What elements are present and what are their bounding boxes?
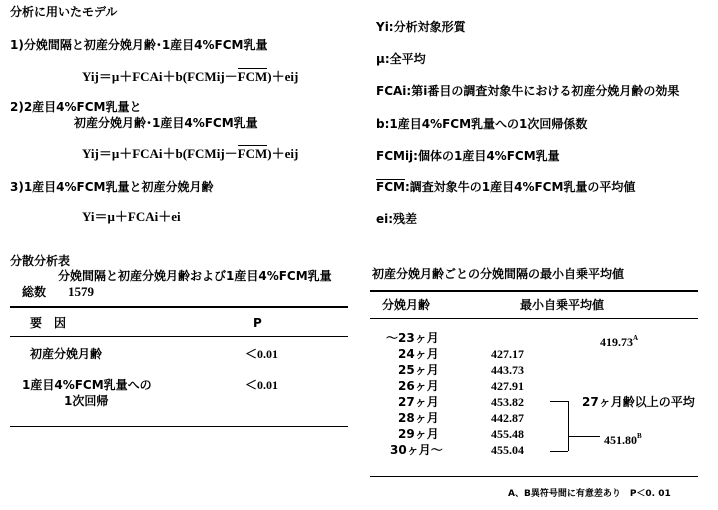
- models-title: 分析に用いたモデル: [10, 5, 118, 19]
- model3-equation: Yi＝μ＋FCAi＋ei: [82, 209, 181, 224]
- lsm-age-4: 27ヶ月: [398, 395, 439, 409]
- lsm-age-6: 29ヶ月: [398, 427, 439, 441]
- lsm-age-1: 24ヶ月: [398, 347, 439, 361]
- anova-col-p: P: [253, 316, 262, 330]
- anova-header-rule: [10, 336, 348, 337]
- lsm-age-2: 25ヶ月: [398, 363, 439, 377]
- def-fcmij: FCMij:個体の1産目4%FCM乳量: [376, 149, 560, 163]
- model3-label: 3)1産目4%FCM乳量と初産分娩月齢: [10, 180, 214, 194]
- lsm-col-age: 分娩月齢: [382, 298, 431, 312]
- lsm-value-3: 427.91: [491, 379, 524, 393]
- model1-label: 1)分娩間隔と初産分娩月齢･1産目4%FCM乳量: [10, 38, 268, 52]
- lsm-title: 初産分娩月齢ごとの分娩間隔の最小自乗平均値: [372, 267, 625, 281]
- anova-row1-p: ＜0.01: [245, 347, 279, 361]
- lsm-header-rule: [370, 318, 698, 319]
- anova-bottom-rule: [10, 426, 348, 427]
- lsm-age-5: 28ヶ月: [398, 411, 439, 425]
- def-b: b:1産目4%FCM乳量への1次回帰係数: [376, 117, 588, 131]
- lsm-age-0: ～23ヶ月: [386, 331, 439, 345]
- lsm-top-rule: [370, 290, 698, 292]
- model1-equation: Yij＝μ＋FCAi＋b(FCMij－FCM)＋eij: [82, 69, 299, 84]
- lsm-col-value: 最小自乗平均値: [520, 298, 605, 312]
- anova-row2-factor-line1: 1産目4%FCM乳量への: [22, 378, 152, 392]
- lsm-value-6: 455.48: [491, 427, 524, 441]
- lsm-value-7: 455.04: [491, 443, 524, 457]
- lsm-bracket-bottom: [550, 451, 568, 452]
- lsm-value-1: 427.17: [491, 347, 524, 361]
- def-fcm-bar: FCM:調査対象牛の1産目4%FCM乳量の平均値: [376, 180, 636, 194]
- anova-subtitle: 分娩間隔と初産分娩月齢および1産目4%FCM乳量: [58, 269, 332, 283]
- anova-title: 分散分析表: [10, 254, 71, 268]
- def-yi: Yi:分析対象形質: [376, 20, 466, 34]
- lsm-bottom-rule: [370, 476, 698, 477]
- def-fcai: FCAi:第i番目の調査対象牛における初産分娩月齢の効果: [376, 84, 680, 98]
- model2-label-line2: 初産分娩月齢･1産目4%FCM乳量: [74, 116, 258, 130]
- anova-col-factor: 要 因: [30, 316, 67, 330]
- lsm-value-5: 442.87: [491, 411, 524, 425]
- lsm-bracket-vertical: [568, 401, 569, 451]
- def-mu: μ:全平均: [376, 52, 426, 66]
- model2-label-line1: 2)2産目4%FCM乳量と: [10, 100, 142, 114]
- anova-top-rule: [10, 306, 348, 308]
- lsm-age-7: 30ヶ月～: [390, 443, 443, 457]
- lsm-bracket-label: 27ヶ月齢以上の平均: [582, 395, 695, 409]
- lsm-value-0: $419.73^A$: [600, 334, 639, 349]
- def-ei: ei:残差: [376, 212, 418, 226]
- anova-total-value: 1579: [68, 284, 94, 299]
- lsm-value-4: 453.82: [491, 395, 524, 409]
- anova-row1-factor: 初産分娩月齢: [30, 347, 103, 361]
- lsm-age-3: 26ヶ月: [398, 379, 439, 393]
- anova-row2-p: ＜0.01: [245, 378, 279, 392]
- lsm-footnote: A、B異符号間に有意差あり P＜0. 01: [508, 489, 671, 499]
- anova-row2-factor-line2: 1次回帰: [64, 394, 109, 408]
- model2-equation: Yij＝μ＋FCAi＋b(FCMij－FCM)＋eij: [82, 146, 299, 161]
- lsm-bracket-pointer: [568, 436, 600, 437]
- anova-total-label: 総数: [22, 285, 47, 299]
- lsm-bracket-top: [550, 401, 568, 402]
- lsm-value-2: 443.73: [491, 363, 524, 377]
- lsm-bracket-value: $451.80^B$: [604, 432, 642, 447]
